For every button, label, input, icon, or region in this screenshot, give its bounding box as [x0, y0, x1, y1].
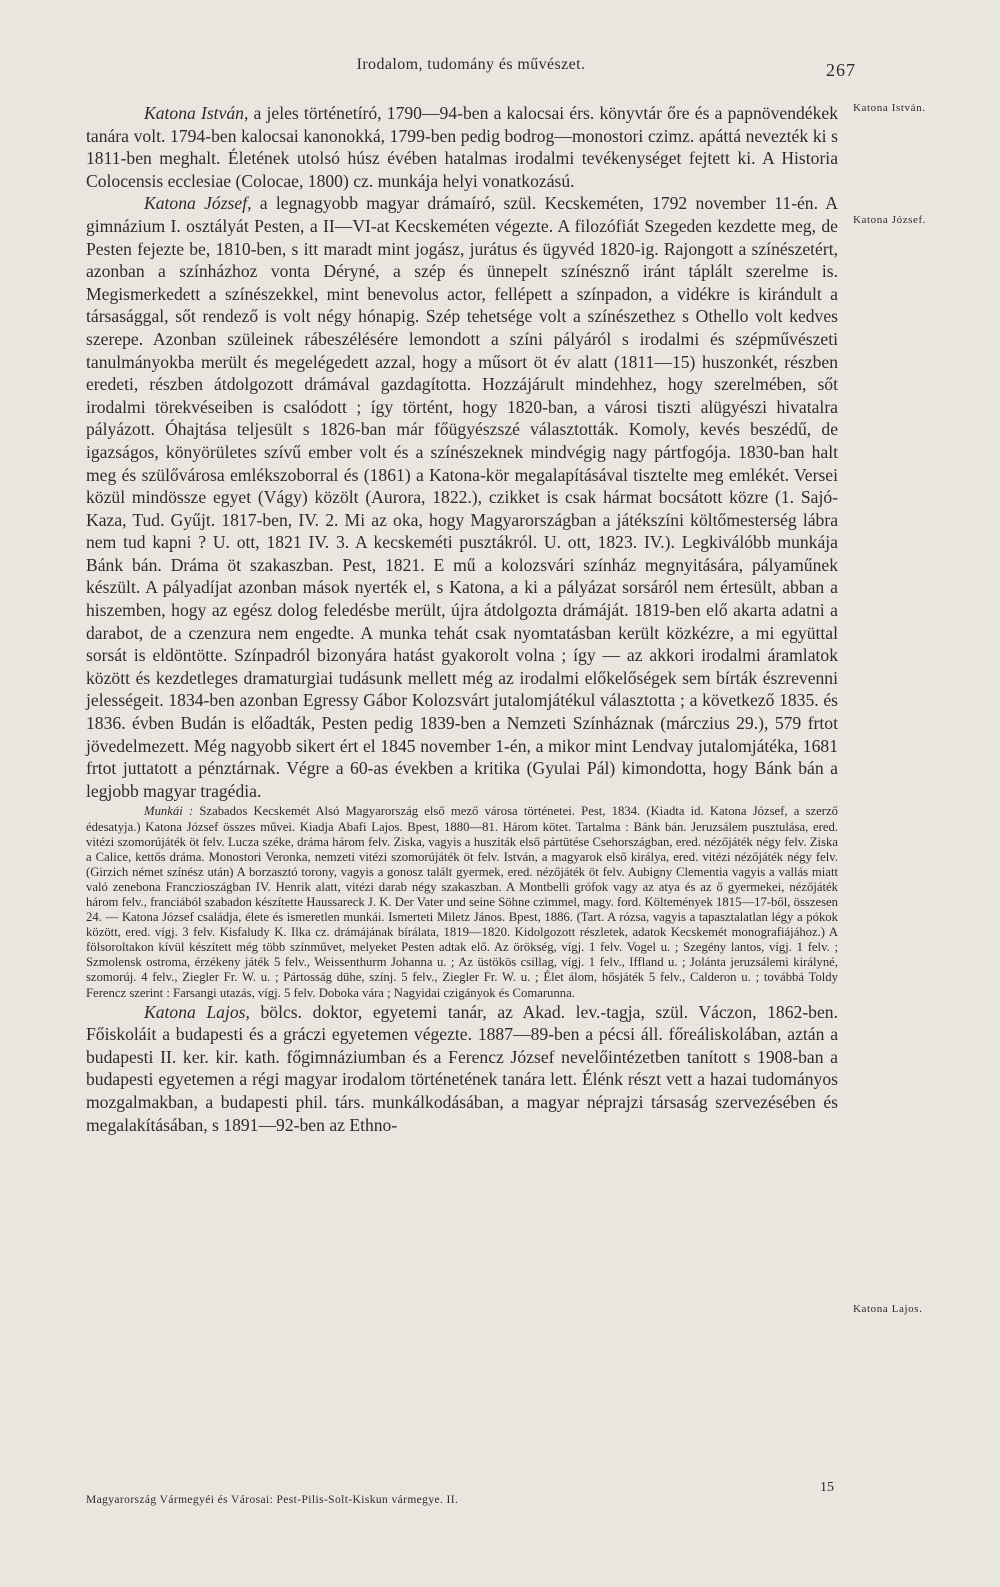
works-list — [86, 804, 838, 1000]
main-text — [86, 102, 838, 1136]
footer-signature-mark: 15 — [820, 1480, 834, 1495]
entry-katona-jozsef — [86, 192, 838, 802]
footer-book-title: Magyarország Vármegyéi és Városai: Pest-Pilis-Solt-Kiskun vármegye. II. — [86, 1494, 459, 1506]
entry-text: bölcs. doktor, egyetemi tanár, az Akad. lev.-tagja, szül. Váczon, 1862-ben. Főiskoláit a budapesti és a gráczi egyetemen végezte. 1887—89-ben a pécsi áll. főreáliskolában, aztán a budapesti II. ker. kir. kath. főgimnáziumban és a Ferencz József nevelőintézetben tanított s 1908-ban a budapesti egyetemen a régi magyar irodalom történetének tanára lett. Élénk részt vett a hazai tudományos mozgalmakban, a budapesti phil. társ. munkálkodásában, a magyar néprajzi társaság szervezésében és megalakításában, s 1891—92-ben az Ethno- — [86, 1001, 838, 1135]
works-label: Munkái : — [144, 804, 194, 819]
page-header — [86, 52, 856, 84]
works-text: Szabados Kecskemét Alsó Magyarország első mező városa történetei. Pest, 1834. (Kiadta id. Katona József, a szerző édesatyja.) Katona József összes művei. Kiadja Abafi Lajos. Bpest, 1880—81. Három kötet. Tartalma : Bánk bán. Jeruzsálem pusztulása, ered. vitézi szomorújáték öt felv. Lucza széke, dráma három felv. Ziska, vagyis a husziták első pártütése Csehországban, ered. nézőjáték négy felv. Ziska a Calice, kettős dráma. Monostori Veronka, nemzeti vitézi szomorújáték öt felv. István, a magyarok első királya, ered. vitézi nézőjáték négy felv. (Girzich német színész után) A borzasztó torony, vagyis a gonosz talált gyermek, ered. nézőjáték öt felv. Aubigny Clementia vagyis a vallás miatt való zenebona Franczioszágban IV. Henrik alatt, vitézi darab négy szakaszban. A Montbelli grófok vagy az atya és az ő gyermekei, nézőjáték három felv., franciából szabadon készítette Haussareck J. K. Der Vater und seine Söhne czimmel, magy. ford. Költemények 1815—17-ből, összesen 24. — Katona József családja, élete és ismeretlen munkái. Ismerteti Miletz János. Bpest, 1886. (Tart. A rózsa, vagyis a tapasztalatlan légy a pókok között, ered. vígj. 3 felv. Kisfaludy K. Ilka cz. drámájának bírálata, 1819—1820. Kidolgozott részletek, adatok Kecskemét monografiájához.) A fölsoroltakon kívül készített még több színművet, melyeket Pesten adtak elő. Az örökség, vígj. 1 felv. Vogel u. ; Szegény lantos, vígj. 1 felv. ; Szmolensk ostroma, érzékeny játék 5 felv., Weissenthurm Johanna u. ; Az üstökös csillag, vígj. 1 felv., Iffland u. ; Jolánta jeruzsálemi királyné, szomorúj. 4 felv., Ziegler Fr. W. u. ; Pártosság dühe, színj. 5 felv., Ziegler Fr. W. u. ; Élet álom, hősjáték 5 felv., Calderon u. ; továbbá Toldy Ferencz szerint : Farsangi utazás, vígj. 5 felv. Doboka vára ; Nagyidai czigányok és Comarunna. — [86, 804, 838, 1000]
entry-text: a legnagyobb magyar drámaíró, szül. Kecskeméten, 1792 november 11-én. A gimnázium I. osztályát Pesten, a II—VI-at Kecskeméten végezte. A filozófiát Szegeden kezdette meg, de Pesten fejezte be, 1810-ben, s itt maradt mint jogász, jurátus és ügyvéd 1820-ig. Rajongott a színészetért, azonban a színházhoz vonta Déryné, a szép és ünnepelt színésznő iránt táplált szerelme is. Megismerkedett a színészekkel, mint benevolus actor, fellépett a színpadon, a vidékre is kirándult a társasággal, sőt rendező is volt négy hónapig. Szép tehetsége volt a színészethez s Othello volt kedves szerepe. Azonban szüleinek rábeszélésére lemondott a színi pályáról s irodalmi és szépművészeti tanulmányokba merült és megelégedett azzal, hogy a műsort öt év alatt (1811—15) huszonkét, részben eredeti, részben átdolgozott drámával gazdagította. Hozzájárult mindehhez, hogy szerelmében, sőt irodalmi törekvéseiben is csalódott ; így történt, hogy 1820-ban, a városi tiszti alügyészi hivatalra pályázott. Óhajtása teljesült s 1826-ban már főügyészszé választották. Komoly, kevés beszédű, de igazságos, könyörületes szívű ember volt és a színészeknek mindvégig nagy pártfogója. 1830-ban halt meg és szülővárosa emlékszoborral és (1861) a Katona-kör megalapításával tisztelte meg emlékét. Versei közül mindössze egyet (Vágy) közölt (Aurora, 1822.), czikket is csak hármat bocsátott közre (1. Sajó-Kaza, Tud. Gyűjt. 1817-ben, IV. 2. Mi az oka, hogy Magyarországban a játékszíni költőmesterség lábra nem tud kapni ? U. ott, 1821 IV. 3. A kecskeméti pusztákról. U. ott, 1823. IV.). Legkiválóbb munkája Bánk bán. Dráma öt szakaszban. Pest, 1821. E mű a kolozsvári színház megnyitására, pályaműnek készült. A pályadíjat azonban mások nyerték el, s Katona, a ki a pályázat sorsáról nem értesült, abban a hiszemben, hogy az egész dolog feledésbe merült, újra átdolgozta drámáját. 1819-ben elő akarta adatni a darabot, de a czenzura nem engedte. A munka tehát csak nyomtatásban került közkézre, a mi együttal sorsát is eldöntötte. Színpadról bizonyára hatást gyakorolt volna ; így — az akkori irodalmi áramlatok között és kezdetleges dramaturgiai tudásunk mellett még az irodalmi előkelőségek sem bírták észrevenni jelességeit. 1834-ben azonban Egressy Gábor Kolozsvárt jutalomjátékul választotta ; a következő 1835. és 1836. évben Budán is előadták, Pesten pedig 1839-ben a Nemzeti Színháznak (márczius 29.), 579 frtot jövedelmezett. Még nagyobb sikert ért el 1845 november 1-én, a mikor mint Lendvay jutalomjátéka, 1681 frtot juttatott a pénztárnak. Végre a 60-as években a kritika (Gyulai Pál) kimondotta, hogy Bánk bán a legjobb magyar tragédia. — [86, 193, 839, 801]
entry-name: Katona József, — [144, 193, 252, 214]
margin-note-katona-lajos: Katona Lajos. — [853, 1303, 923, 1315]
margin-note-katona-istvan: Katona István. — [853, 102, 926, 114]
running-title: Irodalom, tudomány és művészet. — [356, 56, 586, 73]
entry-text: a jeles történetíró, 1790—94-ben a kalocsai érs. könyvtár őre és a papnövendékek tanára volt. 1794-ben kalocsai kanonokká, 1799-ben pedig bodrog—monostori czimz. apáttá nevezték ki s 1811-ben meghalt. Életének utolsó húsz évében hatalmas irodalmi tevékenységet fejtett ki. A Historia Colocensis ecclesiae (Colocae, 1800) cz. munkája helyi vonatkozású. — [86, 103, 838, 191]
entry-katona-istvan — [86, 102, 838, 192]
page-number: 267 — [826, 60, 856, 80]
entry-name: Katona István, — [144, 103, 249, 123]
entry-katona-lajos — [86, 1001, 838, 1137]
margin-note-katona-jozsef: Katona József. — [853, 214, 927, 226]
entry-name: Katona Lajos, — [144, 1001, 250, 1022]
